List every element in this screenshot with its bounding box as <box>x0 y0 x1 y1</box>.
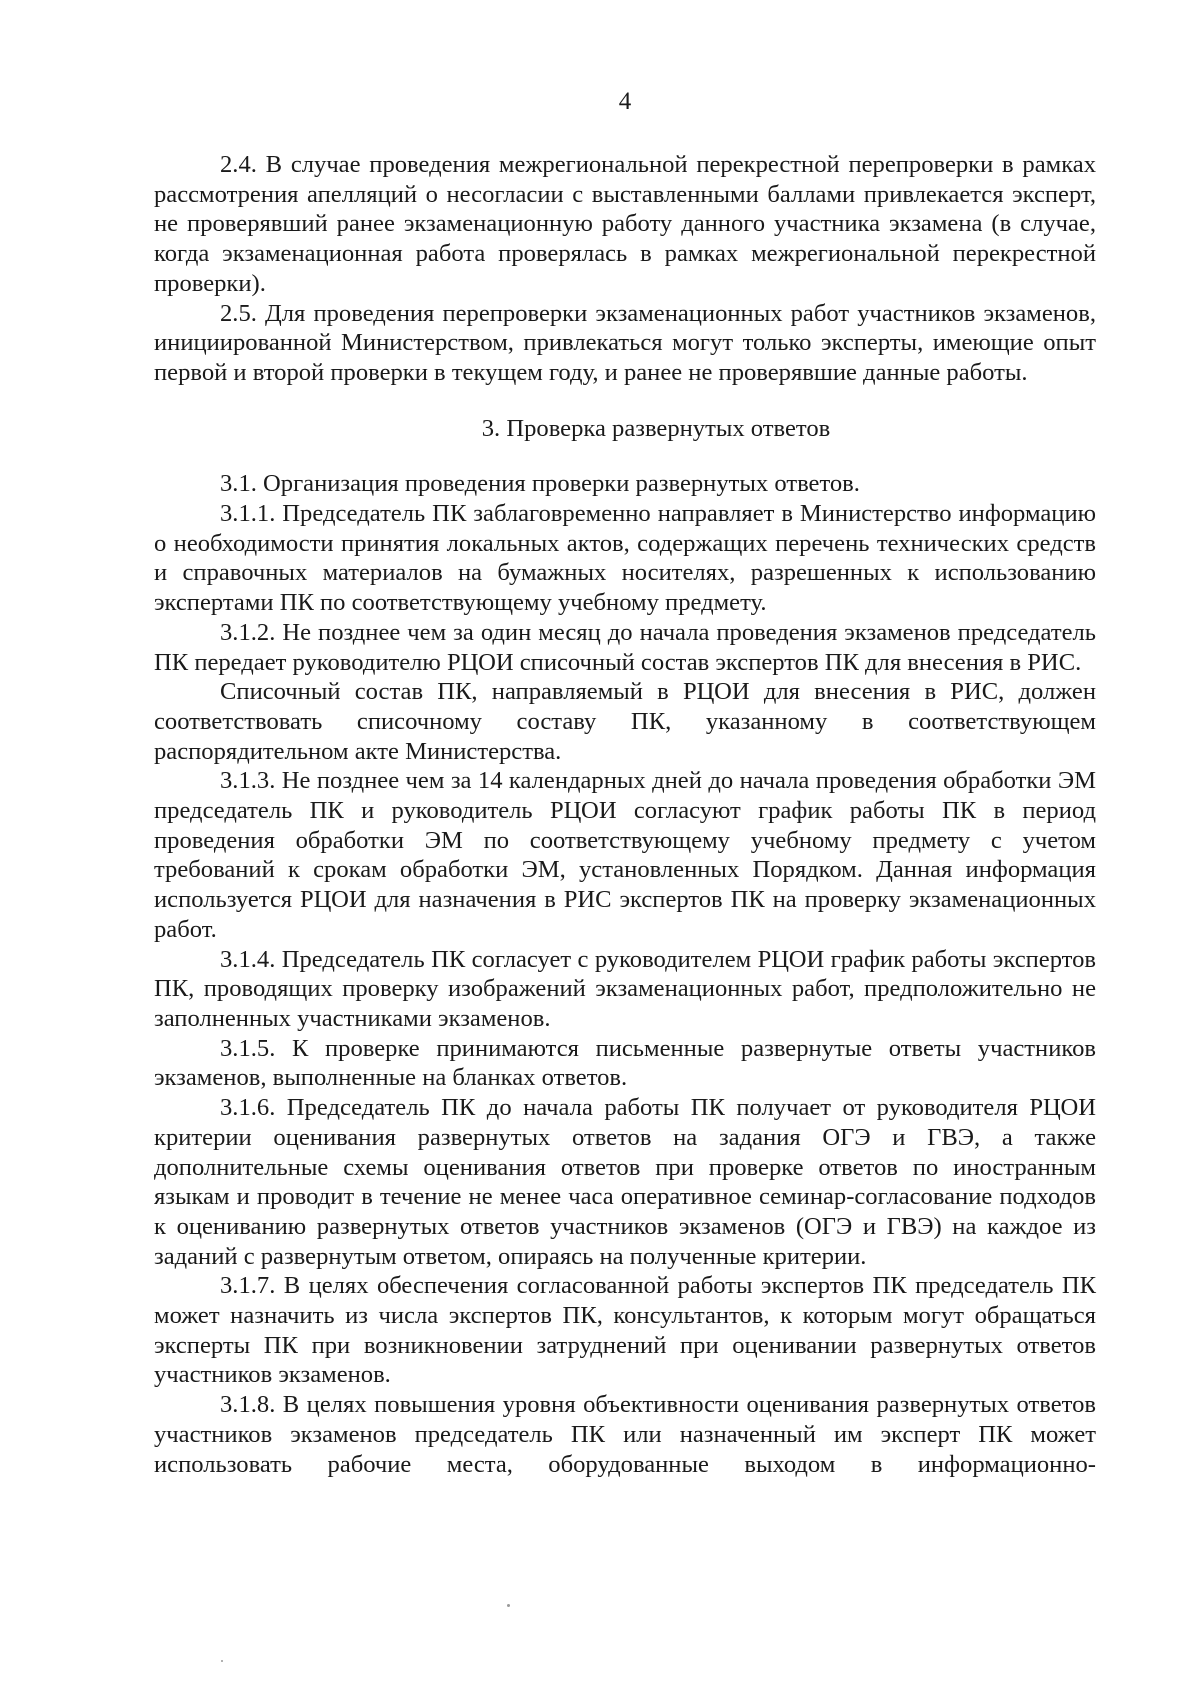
paragraph-3-1-1: 3.1.1. Председатель ПК заблаговременно направляет в Министерство информацию о необходимости принятия локальных актов, содержащих перечень технических средств и справочных материалов на бумажных носителях, разрешенных к использованию экспертами ПК по соответствующему учебному предмету. <box>154 500 1096 617</box>
paragraph-3-1-2-continued: Списочный состав ПК, направляемый в РЦОИ для внесения в РИС, должен соответствовать списочному составу ПК, указанному в соответствующем распорядительном акте Министерства. <box>154 678 1096 765</box>
page-number: 4 <box>618 88 632 115</box>
scan-speck <box>221 1660 223 1662</box>
paragraph-3-1-3: 3.1.3. Не позднее чем за 14 календарных дней до начала проведения обработки ЭМ председатель ПК и руководитель РЦОИ согласуют график работы ПК в период проведения обработки ЭМ по соответствующему учебному предмету с учетом требований к срокам обработки ЭМ, установленных Порядком. Данная информация используется РЦОИ для назначения в РИС экспертов ПК на проверку экзаменационных работ. <box>154 767 1096 943</box>
paragraph-3-1-7: 3.1.7. В целях обеспечения согласованной работы экспертов ПК председатель ПК может назначить из числа экспертов ПК, консультантов, к которым могут обращаться эксперты ПК при возникновении затруднений при оценивании развернутых ответов участников экзаменов. <box>154 1272 1096 1389</box>
paragraph-3-1-8: 3.1.8. В целях повышения уровня объективности оценивания развернутых ответов участников экзаменов председатель ПК или назначенный им эксперт ПК может использовать рабочие места, оборудованные выходом в информационно- <box>154 1391 1096 1478</box>
paragraph-3-1-4: 3.1.4. Председатель ПК согласует с руководителем РЦОИ график работы экспертов ПК, проводящих проверку изображений экзаменационных работ, предположительно не заполненных участниками экзаменов. <box>154 945 1096 1032</box>
paragraph-2-4: 2.4. В случае проведения межрегиональной перекрестной перепроверки в рамках рассмотрения апелляций о несогласии с выставленными баллами привлекается эксперт, не проверявший ранее экзаменационную работу данного участника экзамена (в случае, когда экзаменационная работа проверялась в рамках межрегиональной перекрестной проверки). <box>154 151 1096 297</box>
paragraph-3-1-5: 3.1.5. К проверке принимаются письменные развернутые ответы участников экзаменов, выполненные на бланках ответов. <box>154 1034 1096 1092</box>
paragraph-3-1-6: 3.1.6. Председатель ПК до начала работы ПК получает от руководителя РЦОИ критерии оценивания развернутых ответов на задания ОГЭ и ГВЭ, а также дополнительные схемы оценивания ответов при проверке ответов по иностранным языкам и проводит в течение не менее часа оперативное семинар-согласование подходов к оцениванию развернутых ответов участников экзаменов (ОГЭ и ГВЭ) на каждое из заданий с развернутым ответом, опираясь на полученные критерии. <box>154 1094 1096 1270</box>
paragraph-2-5: 2.5. Для проведения перепроверки экзаменационных работ участников экзаменов, инициированной Министерством, привлекаться могут только эксперты, имеющие опыт первой и второй проверки в текущем году, и ранее не проверявшие данные работы. <box>154 299 1096 386</box>
scan-speck <box>507 1604 510 1607</box>
paragraph-3-1: 3.1. Организация проведения проверки развернутых ответов. <box>220 470 860 498</box>
section-heading: 3. Проверка развернутых ответов <box>481 414 831 442</box>
document-body <box>154 150 1096 1479</box>
paragraph-3-1-2: 3.1.2. Не позднее чем за один месяц до начала проведения экзаменов председатель ПК передает руководителю РЦОИ списочный состав экспертов ПК для внесения в РИС. <box>154 618 1096 676</box>
